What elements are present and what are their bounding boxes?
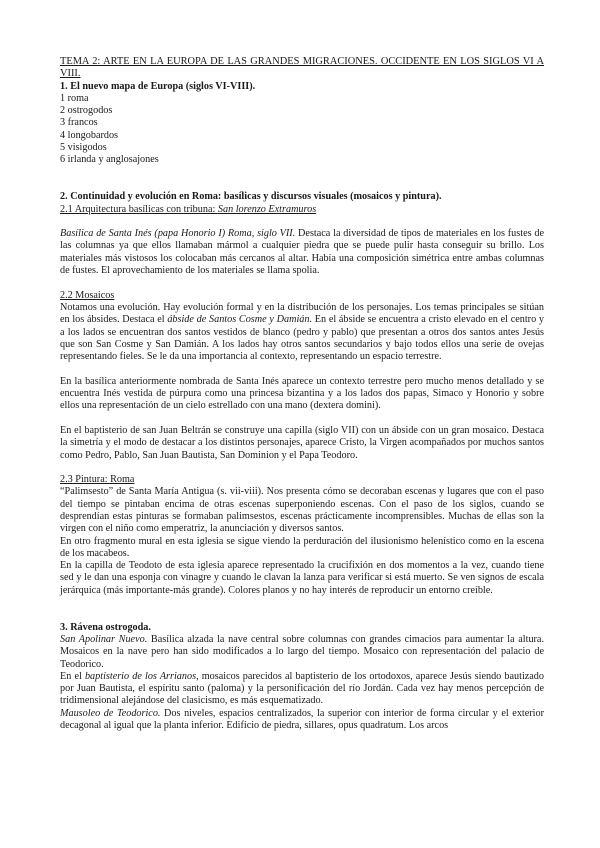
paragraph-italic: ábside de Santos Cosme y Damián. (167, 314, 313, 326)
paragraph-baptisterio: En el baptisterio de san Juan Beltrán se construye una capilla (siglo VII) con un ábside con un gran mosaico. Destaca la simetría y el modo de destacar a los distintos personajes, aparece Cristo, la Virgen acompañados por muchos santos como Pedro, Pablo, San Juan Bautista, San Dominion y el Papa Teodoro. (60, 424, 544, 461)
paragraph-text: , mosaicos parecidos al baptisterio de los ortodoxos, aparece Jesús siendo bautizado por Juan Bautista, el espíritu santo (paloma) y la personificación del río Jordán. Cada vez hay menos percepción de tridimensional alejándose del clasicismo, es más esquematizado. (60, 670, 544, 707)
list-item: 2 ostrogodos (60, 105, 113, 117)
paragraph-fragmento-mural: En otro fragmento mural en esta iglesia se sigue viendo la perduración del ilusionismo helenístico como en la escena de los macabeos. (60, 535, 544, 559)
paragraph-text: Notamos una evolución. Hay evolución formal y en la distribución de los personajes. Los temas principales se sitúan en los ábsides. Destaca el (60, 301, 544, 326)
list-item: 5 visigodos (60, 142, 107, 154)
list-item: 3 francos (60, 117, 98, 129)
section1-heading: 1. El nuevo mapa de Europa (siglos VI-VIII). (60, 80, 256, 92)
paragraph-text: Basílica alzada la nave central sobre columnas con grandes cimacios para aumentar la altura. Mosaicos en la nave pero han sido modificados a lo largo del tiempo. Mosaico con representación del palacio de Teodorico. (60, 633, 544, 670)
paragraph-santa-ines (60, 228, 544, 277)
paragraph-italic: baptisterio de los Arrianos (84, 670, 197, 682)
paragraph-text: Dos niveles, espacios centralizados, la superior con interior de forma circular y el exterior decagonal al igual que la planta inferior. Edificio de piedra, sillares, opus quadratum. Los arcos (60, 707, 544, 732)
section2-heading: 2. Continuidad y evolución en Roma: basílicas y discursos visuales (mosaicos y pintura). (60, 191, 442, 203)
list-item: 1 roma (60, 92, 89, 104)
paragraph-text: En el ábside se encuentra a cristo elevado en el centro y a los lados se encuentran dos santos vestidos de blanco (pedro y pablo) que presentan a otros dos santos antes Jesús que son San Cosme y San Damián. A los lados hay otros santos secundarios y bajo todos ellos una serie de ovejas representando fieles. Se le da una importancia al contexto, representando un espacio terrestre. (60, 314, 544, 363)
paragraph-mausoleo (60, 708, 544, 733)
subsection-2-3-heading: 2.3 Pintura: Roma (60, 474, 135, 486)
document-page (60, 56, 544, 732)
subsection-2-1-heading (60, 204, 544, 216)
section1-list (60, 93, 544, 167)
paragraph-lead-italic: Mausoleo de Teodorico. (60, 707, 161, 719)
paragraph-lead-italic: San Apolinar Nuevo. (60, 633, 148, 645)
paragraph-san-apolinar (60, 634, 544, 671)
paragraph-arrianos (60, 671, 544, 708)
paragraph-palimsesto: “Palimsesto” de Santa María Antigua (s. vii-viii). Nos presenta cómo se decoraban escenas y lugares que con el paso del tiempo se pintaban encima de otras escenas superponiendo escenas. Con el paso de los siglos, cuando se desprendían estas pinturas se formaban palimsestos, escenas prácticamente incomprensibles. Muchas de ellas son la virgen con el niño como emperatriz, la anunciación y diversos santos. (60, 486, 544, 535)
section3-heading: 3. Rávena ostrogoda. (60, 621, 151, 633)
document-title: TEMA 2: ARTE EN LA EUROPA DE LAS GRANDES MIGRACIONES. OCCIDENTE EN LOS SIGLOS VI A VIII. (60, 56, 544, 80)
subsection-2-1-italic: San lorenzo Extramuros (217, 203, 317, 215)
paragraph-text: Destaca la diversidad de tipos de materiales en los fustes de las columnas ya que ellos llamaban mármol a cualquier piedra que se puede pulir hasta conseguir su brillo. Los materiales más vistosos los colocaban más cercanos al altar. Había una composición simétrica entre ambas columnas de fustes. El aprovechamiento de los materiales se llama spolia. (60, 228, 544, 277)
paragraph-mosaicos (60, 302, 544, 363)
list-item: 4 longobardos (60, 129, 119, 141)
paragraph-santa-ines-mosaic: En la basílica anteriormente nombrada de Santa Inés aparece un contexto terrestre pero mucho menos detallado y se encuentra Inés vestida de púrpura como una princesa bizantina y a los lados dos papas, Simaco y Honorio y sobre ellos una representación de un cielo estrellado con una mano (dextera domini). (60, 375, 544, 412)
subsection-2-1-prefix: 2.1 Arquitectura basílicas con tribuna: (60, 203, 218, 215)
subsection-2-2-heading: 2.2 Mosaicos (60, 289, 115, 301)
paragraph-text: En el (60, 670, 85, 682)
list-item: 6 irlanda y anglosajones (60, 154, 159, 166)
paragraph-capilla-teodoto: En la capilla de Teodoto de esta iglesia aparece representado la crucifixión en dos momentos a la vez, cuando tiene sed y le dan una esponja con vinagre y cuando le clavan la lanza para verificar si está muerto. Se ven signos de escala jerárquica (más importante-más grande). Colores planos y no hay interés de reproducir un entorno creíble. (60, 560, 544, 596)
paragraph-lead-italic: Basílica de Santa Inés (papa Honorio I) Roma, siglo VII. (60, 228, 296, 240)
